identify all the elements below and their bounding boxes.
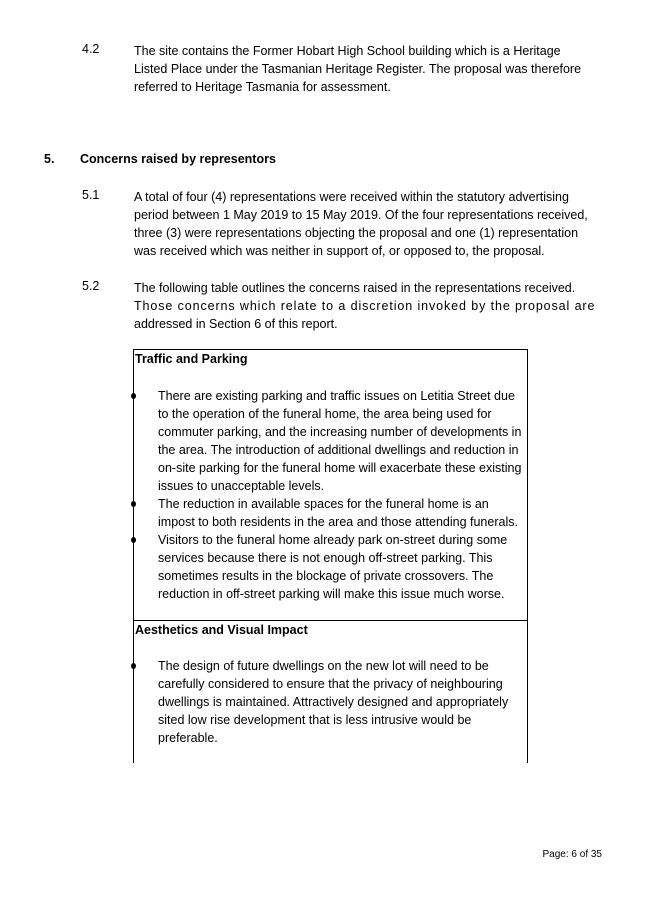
text-line: Those concerns which relate to a discretion invoked by the proposal are — [134, 299, 596, 313]
paragraph-text — [134, 279, 600, 333]
bullet-icon — [131, 501, 136, 507]
bullet-icon — [131, 393, 136, 399]
text-line: period between 1 May 2019 to 15 May 2019. Of the four representations received, — [134, 208, 588, 222]
bullet-list — [134, 657, 527, 747]
list-item — [134, 387, 527, 495]
text-line: addressed in Section 6 of this report. — [134, 317, 338, 331]
table-row — [134, 350, 527, 621]
table-row — [134, 621, 527, 764]
page-number-footer: Page: 6 of 35 — [542, 849, 602, 860]
text-line: three (3) were representations objecting the proposal and one (1) representation — [134, 226, 579, 240]
bullet-icon — [131, 663, 136, 669]
paragraph-number: 5.1 — [82, 188, 100, 202]
bullet-list — [134, 387, 527, 603]
list-item-text: Visitors to the funeral home already park on-street during some services because there is not enough off-street parking. This sometimes results in the blockage of private crossovers. The reduction in off-street parking will make this issue much worse. — [158, 533, 508, 601]
text-line: The following table outlines the concerns raised in the representations received. — [134, 281, 576, 295]
text-line: Listed Place under the Tasmanian Heritage Register. The proposal was therefore — [134, 62, 582, 76]
list-item-text: The reduction in available spaces for the funeral home is an impost to both residents in the area and those attending funerals. — [158, 497, 518, 529]
bullet-icon — [131, 537, 136, 543]
text-line: A total of four (4) representations were received within the statutory advertising — [134, 190, 569, 204]
list-item — [134, 531, 527, 603]
text-line: was received which was neither in support of, or opposed to, the proposal. — [134, 244, 545, 258]
row-heading: Traffic and Parking — [135, 352, 248, 366]
paragraph-text — [134, 188, 600, 260]
list-item-text: The design of future dwellings on the new lot will need to be carefully considered to ensure that the privacy of neighbouring dwellings is maintained. Attractively designed and appropriately sited low rise development that is less intrusive would be preferable. — [158, 659, 509, 745]
concerns-table — [133, 349, 528, 763]
section-title: Concerns raised by representors — [80, 152, 276, 166]
list-item — [134, 657, 527, 747]
text-line: referred to Heritage Tasmania for assessment. — [134, 80, 391, 94]
text-line: The site contains the Former Hobart High School building which is a Heritage — [134, 44, 561, 58]
paragraph-number: 4.2 — [82, 42, 100, 56]
paragraph-number: 5.2 — [82, 279, 100, 293]
row-heading: Aesthetics and Visual Impact — [135, 623, 308, 637]
section-number: 5. — [44, 152, 55, 166]
paragraph-text — [134, 42, 600, 96]
list-item-text: There are existing parking and traffic issues on Letitia Street due to the operation of the funeral home, the area being used for commuter parking, and the increasing number of developments in the area. The introduction of additional dwellings and reduction in on-site parking for the funeral home will exacerbate these existing issues to unacceptable levels. — [158, 389, 522, 493]
list-item — [134, 495, 527, 531]
